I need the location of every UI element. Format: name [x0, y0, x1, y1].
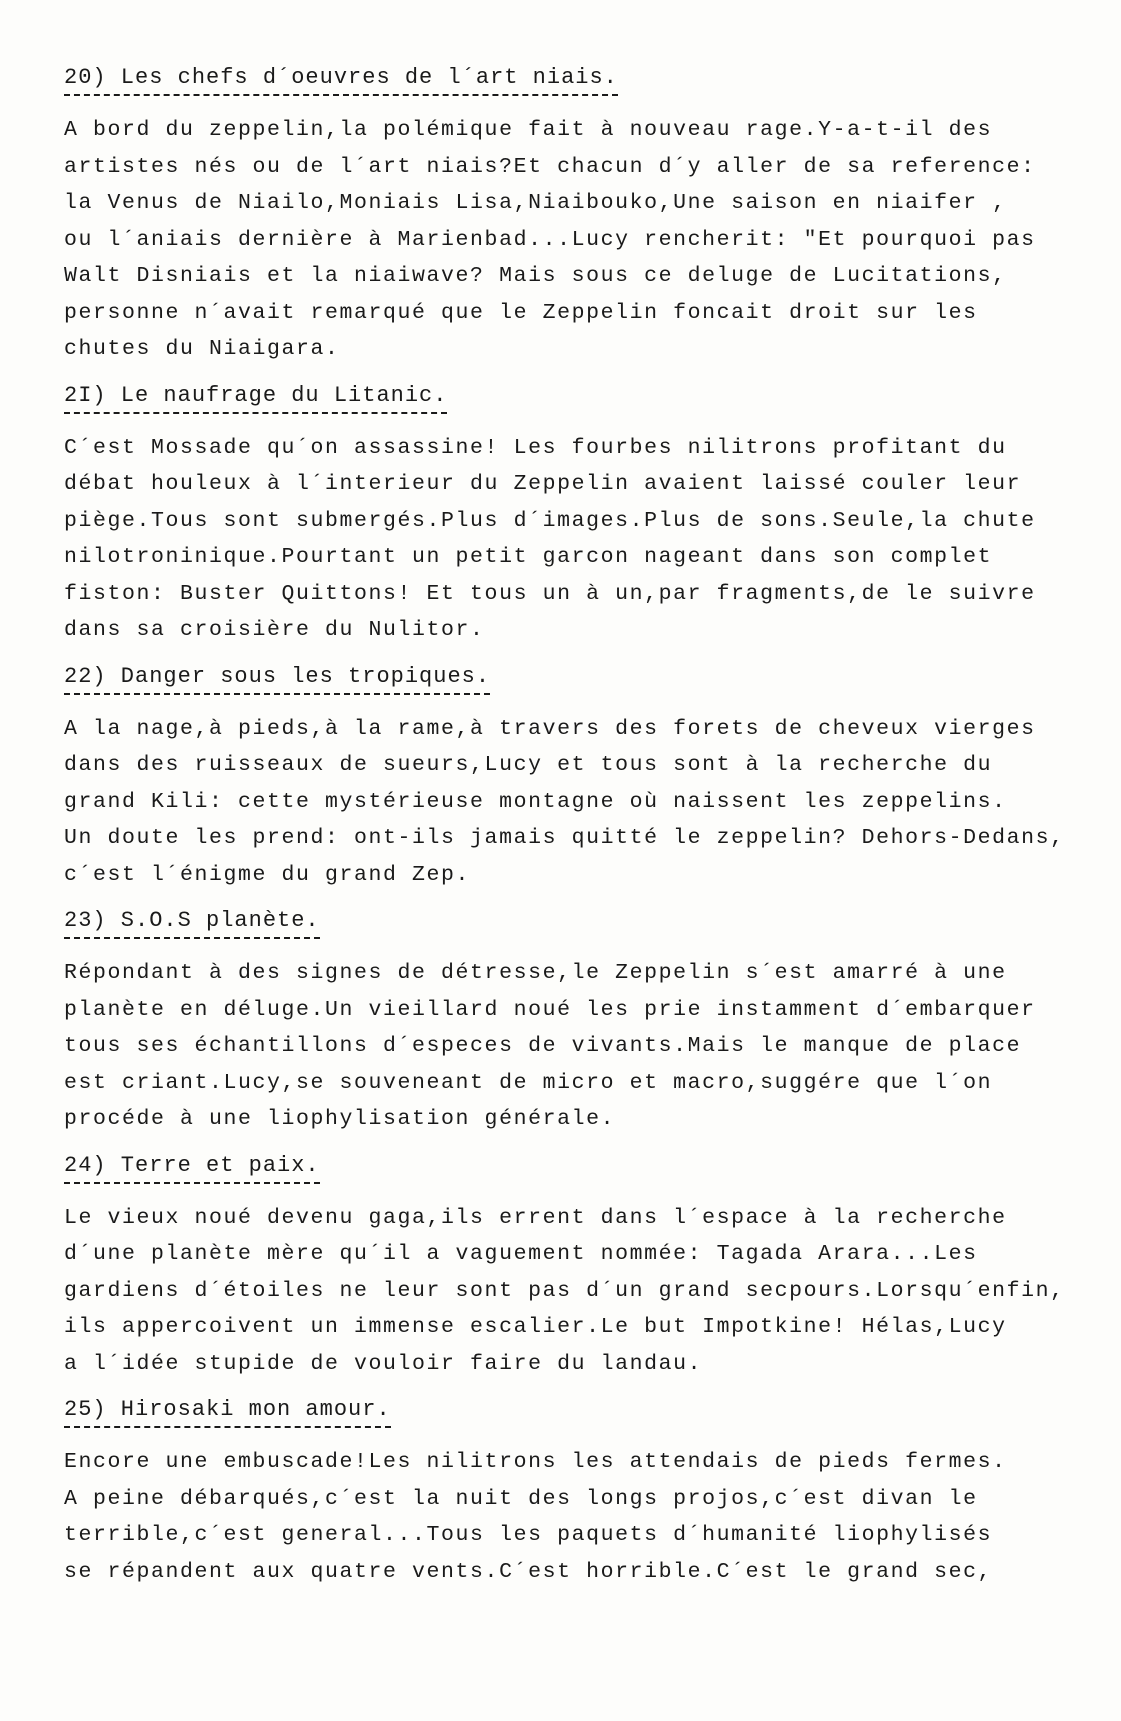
section-paragraph [64, 1200, 1104, 1383]
paragraph-line: personne n´avait remarqué que le Zeppelin foncait droit sur les [64, 300, 978, 325]
paragraph-line: artistes nés ou de l´art niais?Et chacun d´y aller de sa reference: [64, 154, 1036, 179]
paragraph-line: Répondant à des signes de détresse,le Zeppelin s´est amarré à une [64, 961, 1007, 985]
section-paragraph [64, 955, 1104, 1138]
section-heading: 25) Hirosaki mon amour. [64, 1396, 391, 1428]
paragraph-line: d´une planète mère qu´il a vaguement nommée: Tagada Arara...Les [64, 1242, 978, 1266]
paragraph-line: nilotroninique.Pourtant un petit garcon nageant dans son complet [64, 545, 993, 569]
paragraph-line: terrible,c´est general...Tous les paquets d´humanité liophylisés [64, 1523, 993, 1547]
paragraph-line: dans des ruisseaux de sueurs,Lucy et tous sont à la recherche du [64, 753, 993, 777]
paragraph-line: piège.Tous sont submergés.Plus d´images.Plus de sons.Seule,la chute [64, 508, 1036, 533]
paragraph-line: Encore une embuscade!Les nilitrons les attendais de pieds fermes. [64, 1450, 1007, 1474]
paragraph-line: chutes du Niaigara. [64, 337, 340, 361]
paragraph-line: ou l´aniais dernière à Marienbad...Lucy rencherit: "Et pourquoi pas [64, 227, 1036, 252]
section-heading: 2I) Le naufrage du Litanic. [64, 382, 447, 414]
paragraph-line: tous ses échantillons d´especes de vivants.Mais le manque de place [64, 1034, 1022, 1058]
document-section [64, 1396, 1104, 1590]
paragraph-line: planète en déluge.Un vieillard noué les prie instamment d´embarquer [64, 997, 1036, 1022]
paragraph-line: procéde à une liophylisation générale. [64, 1107, 616, 1131]
paragraph-line: grand Kili: cette mystérieuse montagne où naissent les zeppelins. [64, 789, 1007, 814]
document-section [64, 663, 1104, 894]
section-heading: 22) Danger sous les tropiques. [64, 663, 490, 695]
paragraph-line: Le vieux noué devenu gaga,ils errent dans l´espace à la recherche [64, 1205, 1007, 1230]
paragraph-line: Un doute les prend: ont-ils jamais quitté le zeppelin? Dehors-Dedans, [64, 826, 1065, 850]
document-section [64, 907, 1104, 1138]
paragraph-line: A peine débarqués,c´est la nuit des longs projos,c´est divan le [64, 1486, 978, 1511]
section-paragraph [64, 1444, 1104, 1590]
paragraph-line: est criant.Lucy,se souveneant de micro et macro,suggére que l´on [64, 1070, 993, 1095]
paragraph-line: fiston: Buster Quittons! Et tous un à un,par fragments,de le suivre [64, 581, 1036, 606]
section-heading: 20) Les chefs d´oeuvres de l´art niais. [64, 64, 618, 96]
document-section [64, 1152, 1104, 1383]
section-paragraph [64, 711, 1104, 894]
paragraph-line: C´est Mossade qu´on assassine! Les fourbes nilitrons profitant du [64, 435, 1007, 460]
paragraph-line: gardiens d´étoiles ne leur sont pas d´un grand secpours.Lorsqu´enfin, [64, 1278, 1065, 1303]
paragraph-line: c´est l´énigme du grand Zep. [64, 862, 471, 887]
document-section [64, 64, 1104, 368]
paragraph-line: ils appercoivent un immense escalier.Le but Impotkine! Hélas,Lucy [64, 1315, 1007, 1339]
paragraph-line: A la nage,à pieds,à la rame,à travers des forets de cheveux vierges [64, 716, 1036, 741]
document-body [64, 64, 1104, 1604]
section-heading: 24) Terre et paix. [64, 1152, 320, 1184]
paragraph-line: débat houleux à l´interieur du Zeppelin avaient laissé couler leur [64, 472, 1022, 496]
section-paragraph [64, 112, 1104, 368]
section-heading: 23) S.O.S planète. [64, 907, 320, 939]
section-paragraph [64, 430, 1104, 649]
paragraph-line: Walt Disniais et la niaiwave? Mais sous ce deluge de Lucitations, [64, 264, 1007, 288]
paragraph-line: la Venus de Niailo,Moniais Lisa,Niaibouko,Une saison en niaifer , [64, 191, 1007, 215]
paragraph-line: a l´idée stupide de vouloir faire du landau. [64, 1351, 703, 1376]
paragraph-line: A bord du zeppelin,la polémique fait à nouveau rage.Y-a-t-il des [64, 118, 993, 142]
paragraph-line: dans sa croisière du Nulitor. [64, 618, 485, 642]
paragraph-line: se répandent aux quatre vents.C´est horrible.C´est le grand sec, [64, 1559, 993, 1584]
document-section [64, 382, 1104, 649]
